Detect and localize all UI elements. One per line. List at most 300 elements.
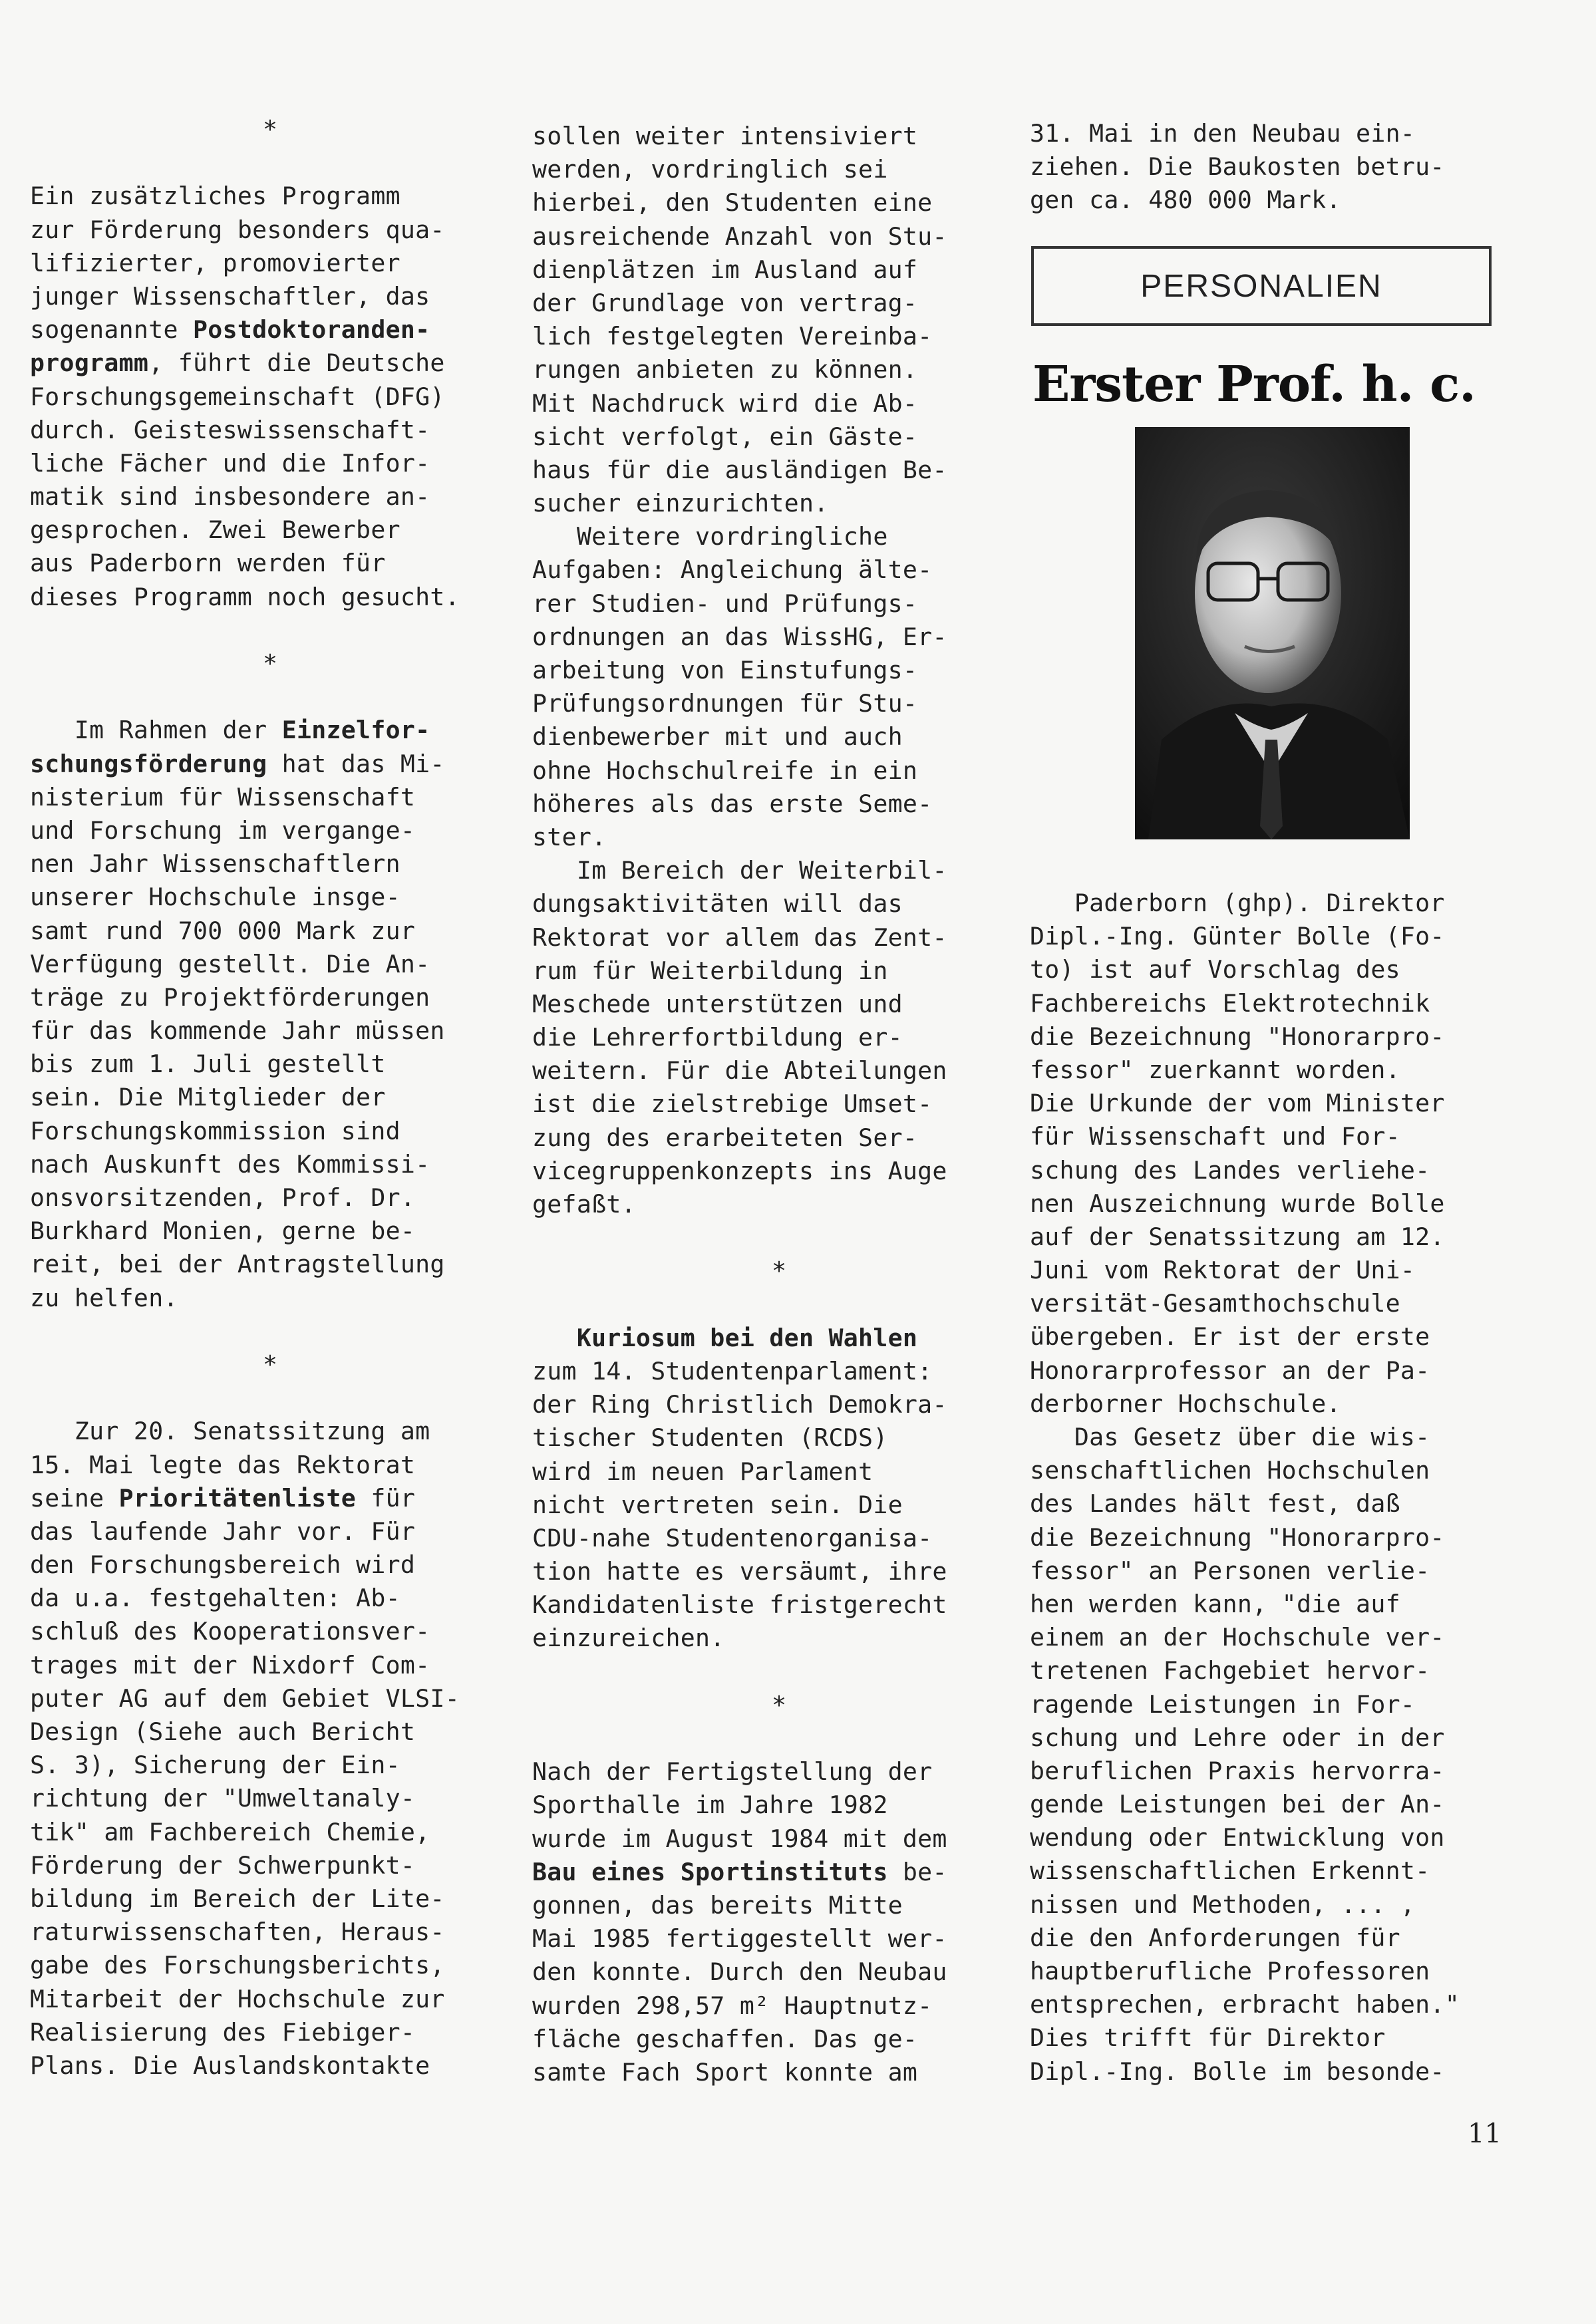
text-line (532, 1489, 947, 1522)
text-line (532, 1789, 947, 1822)
text-line (532, 854, 947, 887)
line-text: weitern. Für die Abteilungen (532, 1056, 947, 1086)
line-text: Juni vom Rektorat der Uni- (1030, 1256, 1416, 1285)
line-text: nisterium für Wissenschaft (30, 782, 416, 811)
line-text: Im Bereich der Weiterbil- (532, 856, 947, 885)
text-line (30, 881, 460, 914)
text-line (1030, 1421, 1460, 1454)
page-number: 11 (1468, 2118, 1502, 2149)
bold-keyword: Postdoktoranden- (193, 315, 430, 345)
line-text: dienplätzen im Ausland auf (532, 255, 918, 284)
line-text: gen ca. 480 000 Mark. (1030, 186, 1341, 215)
text-line (1030, 1020, 1460, 1054)
line-text: S. 3), Sicherung der Ein- (30, 1751, 400, 1780)
text-line (532, 1155, 947, 1188)
text-line (1030, 887, 1460, 920)
line-text: höheres als das erste Seme- (532, 789, 933, 818)
line-text: und Forschung im vergange- (30, 815, 416, 845)
text-line (532, 1121, 947, 1155)
line-text: nen Auszeichnung wurde Bolle (1030, 1189, 1445, 1218)
text-line (1030, 1120, 1460, 1153)
line-text: zu helfen. (30, 1283, 178, 1312)
text-line (532, 788, 947, 821)
line-text: die Bezeichnung "Honorarpro- (1030, 1523, 1445, 1552)
line-text: CDU-nahe Studentenorganisa- (532, 1523, 933, 1552)
text-line (532, 1856, 947, 1889)
line-text: unserer Hochschule insge- (30, 883, 400, 912)
text-line (532, 120, 947, 153)
text-line (30, 781, 460, 814)
line-text: Zur 20. Senatssitzung am (30, 1417, 430, 1446)
text-line (30, 614, 460, 647)
line-text: Burkhard Monien, gerne be- (30, 1217, 416, 1246)
line-text: gende Leistungen bei der An- (1030, 1790, 1445, 1819)
text-line (532, 587, 947, 621)
text-line (30, 1415, 460, 1448)
line-text: 15. Mai legte das Rektorat (30, 1450, 416, 1479)
line-text: tischer Studenten (RCDS) (532, 1423, 888, 1453)
text-line (30, 547, 460, 580)
line-text: tretenen Fachgebiet hervor- (1030, 1656, 1430, 1685)
text-line (30, 1649, 460, 1682)
line-text: dieses Programm noch gesucht. (30, 582, 460, 611)
text-line (30, 948, 460, 981)
text-line (30, 347, 460, 380)
line-text: gabe des Forschungsberichts, (30, 1951, 445, 1980)
line-text: Verfügung gestellt. Die An- (30, 949, 430, 978)
text-line (1030, 1054, 1460, 1087)
text-line (532, 2056, 947, 2089)
text-line (30, 748, 460, 781)
line-text: träge zu Projektförderungen (30, 982, 430, 1012)
line-text: Ein zusätzliches Programm (30, 182, 400, 211)
line-text: Dipl.-Ing. Bolle im besonde- (1030, 2057, 1445, 2086)
text-line (532, 1722, 947, 1755)
text-line (1030, 117, 1445, 150)
text-line (532, 454, 947, 487)
line-text: onsvorsitzenden, Prof. Dr. (30, 1183, 416, 1212)
text-line (532, 1288, 947, 1322)
text-line (30, 1181, 460, 1215)
line-text: bildung im Bereich der Lite- (30, 1884, 445, 1913)
line-text: junger Wissenschaftler, das (30, 281, 430, 311)
line-text: den konnte. Durch den Neubau (532, 1958, 947, 1987)
text-line (1030, 1187, 1460, 1221)
portrait-photo (1135, 427, 1410, 839)
text-line (30, 414, 460, 447)
line-text: die Lehrerfortbildung er- (532, 1023, 903, 1052)
line-text: vicegruppenkonzepts ins Auge (532, 1156, 947, 1185)
line-text: das laufende Jahr vor. Für (30, 1517, 416, 1546)
text-line (30, 981, 460, 1014)
line-text: Plans. Die Auslandskontakte (30, 2051, 430, 2080)
text-line (532, 754, 947, 788)
text-line (1030, 2055, 1460, 2089)
text-line (1030, 953, 1460, 986)
text-line (30, 1215, 460, 1248)
line-text: wissenschaftlichen Erkennt- (1030, 1856, 1430, 1886)
line-text: Im Rahmen der (30, 716, 282, 745)
line-text: hierbei, den Studenten eine (532, 188, 933, 218)
line-text: ziehen. Die Baukosten betru- (1030, 152, 1445, 182)
text-line (1030, 987, 1460, 1020)
text-line (532, 687, 947, 720)
line-text: nen Jahr Wissenschaftlern (30, 849, 400, 879)
line-text: gonnen, das bereits Mitte (532, 1890, 903, 1920)
text-line (1030, 1254, 1460, 1287)
line-text: ster. (532, 822, 607, 851)
line-text: wurden 298,57 m² Hauptnutz- (532, 1991, 933, 2020)
text-line (30, 1048, 460, 1081)
line-text-rest: , führt die Deutsche (148, 349, 445, 378)
portrait-photo-image (1135, 427, 1410, 839)
line-text: puter AG auf dem Gebiet VLSI- (30, 1683, 460, 1713)
separator-asterisk (532, 1254, 947, 1288)
line-text: nissen und Methoden, ... , (1030, 1890, 1416, 1919)
text-line (532, 186, 947, 219)
text-line (1030, 150, 1445, 184)
text-line (1030, 1087, 1460, 1120)
text-line (30, 480, 460, 513)
line-text-rest: für (356, 1483, 416, 1513)
text-line (30, 1315, 460, 1348)
line-text: Dipl.-Ing. Günter Bolle (Fo- (1030, 922, 1445, 951)
text-line (30, 1482, 460, 1515)
line-text: Paderborn (ghp). Direktor (1030, 889, 1445, 917)
line-text: schung des Landes verliehe- (1030, 1155, 1430, 1185)
text-line (30, 714, 460, 747)
line-text: Prüfungsordnungen für Stu- (532, 689, 918, 718)
line-text: trages mit der Nixdorf Com- (30, 1650, 430, 1679)
line-text: derborner Hochschule. (1030, 1389, 1341, 1418)
text-line (30, 280, 460, 313)
text-line (30, 1983, 460, 2016)
line-text: da u.a. festgehalten: Ab- (30, 1584, 400, 1613)
text-line (30, 1916, 460, 1949)
line-text: sein. Die Mitglieder der (30, 1083, 386, 1112)
line-text: seine (30, 1483, 119, 1513)
text-line (30, 1949, 460, 1982)
line-text: wird im neuen Parlament (532, 1457, 874, 1486)
line-text: sicht verfolgt, ein Gäste- (532, 422, 918, 451)
text-line (30, 146, 460, 180)
asterisk-text: * (263, 1350, 278, 1379)
line-text: Forschungsgemeinschaft (DFG) (30, 382, 445, 411)
text-line (532, 1889, 947, 1922)
text-line (532, 287, 947, 320)
text-line (1030, 1554, 1460, 1588)
text-line (1030, 1521, 1460, 1554)
line-text: 31. Mai in den Neubau ein- (1030, 119, 1416, 148)
text-line (30, 1715, 460, 1749)
text-line (1030, 1487, 1460, 1521)
asterisk-text: * (263, 115, 278, 144)
line-text: fessor" an Personen verlie- (1030, 1556, 1430, 1585)
text-line (30, 1582, 460, 1615)
line-text: entsprechen, erbracht haben." (1030, 1990, 1460, 2019)
line-text: aus Paderborn werden für (30, 549, 386, 578)
text-line (30, 814, 460, 847)
bold-keyword: Kuriosum bei den Wahlen (576, 1323, 918, 1352)
text-line (532, 1822, 947, 1856)
line-text: sogenannte (30, 315, 194, 345)
line-text: Aufgaben: Angleichung älte- (532, 555, 933, 585)
text-line (532, 1656, 947, 1689)
line-text: tik" am Fachbereich Chemie, (30, 1817, 430, 1846)
text-line (30, 1849, 460, 1882)
line-text: die den Anforderungen für (1030, 1923, 1400, 1952)
line-text: samte Fach Sport konnte am (532, 2057, 918, 2087)
line-text: ist die zielstrebige Umset- (532, 1089, 933, 1119)
line-text: schung und Lehre oder in der (1030, 1723, 1445, 1752)
text-line (532, 1622, 947, 1655)
text-line (30, 680, 460, 714)
text-line (532, 320, 947, 353)
line-text: raturwissenschaften, Heraus- (30, 1918, 445, 1947)
text-line (532, 921, 947, 954)
line-text: Meschede unterstützen und (532, 989, 903, 1018)
line-text: zur Förderung besonders qua- (30, 215, 445, 244)
line-text: bis zum 1. Juli gestellt (30, 1050, 386, 1079)
text-line (532, 353, 947, 386)
text-line (1030, 1221, 1460, 1254)
line-text-rest: be- (887, 1857, 947, 1886)
text-line (30, 380, 460, 414)
text-line (532, 220, 947, 253)
text-line (30, 513, 460, 547)
bold-keyword: schungsförderung (30, 749, 267, 778)
text-line (1030, 1755, 1460, 1788)
column-2 (532, 120, 947, 2089)
text-line (30, 1282, 460, 1315)
line-text: zum 14. Studentenparlament: (532, 1356, 933, 1385)
text-line (1030, 1654, 1460, 1687)
separator-asterisk (532, 1689, 947, 1722)
text-line (30, 1148, 460, 1181)
text-line (1030, 1588, 1460, 1621)
text-line (30, 1449, 460, 1482)
line-text: fessor" zuerkannt worden. (1030, 1055, 1400, 1084)
text-line (532, 387, 947, 420)
line-text: den Forschungsbereich wird (30, 1550, 416, 1580)
line-text: Dies trifft für Direktor (1030, 2023, 1386, 2053)
column-3-top (1030, 117, 1445, 218)
asterisk-text: * (772, 1256, 787, 1286)
text-line (1030, 1454, 1460, 1487)
line-text: Forschungskommission sind (30, 1116, 400, 1145)
line-text: hauptberufliche Professoren (1030, 1957, 1430, 1985)
text-line (30, 915, 460, 948)
text-line (532, 1088, 947, 1121)
line-text: sucher einzurichten. (532, 489, 829, 518)
line-text: Design (Siehe auch Bericht (30, 1717, 416, 1746)
text-line (30, 1081, 460, 1114)
text-line (30, 847, 460, 881)
line-text: Nach der Fertigstellung der (532, 1757, 933, 1787)
text-line (532, 720, 947, 754)
line-text: hen werden kann, "die auf (1030, 1589, 1400, 1618)
separator-asterisk (30, 647, 460, 680)
text-line (30, 1882, 460, 1916)
line-text: ohne Hochschulreife in ein (532, 756, 918, 785)
line-text: durch. Geisteswissenschaft- (30, 415, 430, 444)
text-line (30, 313, 460, 347)
text-line (532, 1221, 947, 1254)
bold-keyword: Bau eines Sportinstituts (532, 1857, 888, 1886)
text-line (532, 487, 947, 520)
line-text: rer Studien- und Prüfungs- (532, 589, 918, 618)
bold-keyword: Einzelfor- (281, 716, 430, 745)
text-line (1030, 1287, 1460, 1320)
text-line (532, 654, 947, 687)
line-text: der Ring Christlich Demokra- (532, 1390, 947, 1419)
text-line (532, 1588, 947, 1622)
text-line (532, 1989, 947, 2023)
line-text: arbeitung von Einstufungs- (532, 656, 918, 684)
line-text: nicht vertreten sein. Die (532, 1490, 903, 1519)
line-text: ordnungen an das WissHG, Er- (532, 622, 947, 651)
text-line (532, 1054, 947, 1088)
text-line (532, 1522, 947, 1555)
text-line (532, 420, 947, 454)
line-text: des Landes hält fest, daß (1030, 1489, 1400, 1519)
line-text: einem an der Hochschule ver- (1030, 1623, 1445, 1652)
text-line (1030, 2021, 1460, 2055)
text-line (532, 1355, 947, 1388)
line-text (532, 1324, 577, 1352)
text-line (1030, 1821, 1460, 1854)
text-line (30, 447, 460, 480)
line-text: rum für Weiterbildung in (532, 956, 888, 985)
text-line (1030, 1888, 1460, 1922)
text-line (30, 581, 460, 614)
text-line (532, 553, 947, 587)
text-line (30, 1381, 460, 1415)
text-line (30, 1515, 460, 1548)
text-line (1030, 1988, 1460, 2021)
line-text: wendung oder Entwicklung von (1030, 1823, 1445, 1852)
text-line (532, 1322, 947, 1355)
separator-asterisk (30, 113, 460, 146)
text-line (532, 520, 947, 553)
line-text: die Bezeichnung "Honorarpro- (1030, 1022, 1445, 1051)
line-text: tion hatte es versäumt, ihre (532, 1557, 947, 1586)
text-line (532, 988, 947, 1021)
text-line (532, 1922, 947, 1956)
text-line (30, 2016, 460, 2049)
text-line (1030, 1320, 1460, 1354)
line-text: reit, bei der Antragstellung (30, 1250, 445, 1279)
text-line (532, 153, 947, 186)
line-text: beruflichen Praxis hervorra- (1030, 1756, 1445, 1785)
text-line (30, 1782, 460, 1815)
line-text: wurde im August 1984 mit dem (532, 1824, 947, 1853)
line-text: samt rund 700 000 Mark zur (30, 916, 416, 945)
line-text: versität-Gesamthochschule (1030, 1289, 1400, 1318)
line-text: Fachbereichs Elektrotechnik (1030, 988, 1430, 1018)
text-line (30, 1248, 460, 1281)
line-text: Realisierung des Fiebiger- (30, 2017, 416, 2047)
line-text: auf der Senatssitzung am 12. (1030, 1222, 1445, 1251)
text-line (30, 1682, 460, 1715)
text-line (1030, 1688, 1460, 1721)
line-text: Mit Nachdruck wird die Ab- (532, 388, 918, 418)
line-text: sollen weiter intensiviert (532, 122, 918, 150)
line-text: Sporthalle im Jahre 1982 (532, 1791, 888, 1820)
line-text: für Wissenschaft und For- (1030, 1122, 1400, 1151)
line-text: Förderung der Schwerpunkt- (30, 1850, 416, 1880)
line-text: Mitarbeit der Hochschule zur (30, 1984, 445, 2013)
bold-keyword: Prioritätenliste (118, 1483, 357, 1513)
line-text: ausreichende Anzahl von Stu- (532, 221, 947, 251)
text-line (532, 1455, 947, 1489)
asterisk-text: * (772, 1690, 787, 1719)
line-text: lifizierter, promovierter (30, 248, 400, 277)
text-line (30, 1615, 460, 1648)
asterisk-text: * (263, 649, 278, 678)
text-line (30, 2049, 460, 2083)
text-line (30, 180, 460, 213)
line-text: Mai 1985 fertiggestellt wer- (532, 1924, 947, 1954)
line-text: der Grundlage von vertrag- (532, 288, 918, 317)
text-line (532, 1755, 947, 1789)
line-text: Weitere vordringliche (532, 522, 888, 551)
separator-asterisk (30, 1348, 460, 1381)
line-text: lich festgelegten Vereinba- (532, 322, 933, 351)
line-text: nach Auskunft des Kommissi- (30, 1149, 430, 1179)
line-text: Honorarprofessor an der Pa- (1030, 1356, 1430, 1385)
line-text: gefaßt. (532, 1190, 636, 1219)
line-text: rungen anbieten zu können. (532, 355, 918, 384)
text-line (532, 1956, 947, 1989)
text-line (30, 1816, 460, 1849)
section-banner (1031, 246, 1492, 326)
line-text: matik sind insbesondere an- (30, 482, 430, 511)
line-text: to) ist auf Vorschlag des (1030, 955, 1400, 984)
line-text: senschaftlichen Hochschulen (1030, 1456, 1430, 1485)
line-text: werden, vordringlich sei (532, 155, 888, 184)
text-line (30, 1014, 460, 1048)
text-line (532, 2023, 947, 2056)
line-text: übergeben. Er ist der erste (1030, 1322, 1430, 1352)
line-text: Die Urkunde der vom Minister (1030, 1089, 1445, 1118)
text-line (1030, 1922, 1460, 1955)
article-headline: Erster Prof. h. c. (1033, 356, 1476, 413)
line-text: Rektorat vor allem das Zent- (532, 923, 947, 952)
line-text: für das kommende Jahr müssen (30, 1016, 445, 1046)
line-text-rest: hat das Mi- (267, 749, 445, 778)
text-line (1030, 1721, 1460, 1755)
text-line (532, 621, 947, 654)
text-line (1030, 1854, 1460, 1888)
bold-keyword: programm (30, 349, 149, 378)
text-line (532, 1388, 947, 1421)
line-text: dungsaktivitäten will das (532, 889, 903, 919)
line-text: ragende Leistungen in For- (1030, 1689, 1416, 1719)
text-line (532, 1188, 947, 1221)
line-text: einzureichen. (532, 1624, 725, 1653)
line-text: haus für die ausländigen Be- (532, 455, 947, 484)
text-line (1030, 1354, 1460, 1387)
line-text: zung des erarbeiteten Ser- (532, 1123, 918, 1152)
line-text: fläche geschaffen. Das ge- (532, 2024, 918, 2053)
text-line (1030, 184, 1445, 217)
line-text: gesprochen. Zwei Bewerber (30, 515, 400, 545)
text-line (532, 821, 947, 854)
text-line (30, 214, 460, 247)
text-line (1030, 1154, 1460, 1187)
text-line (30, 1115, 460, 1148)
